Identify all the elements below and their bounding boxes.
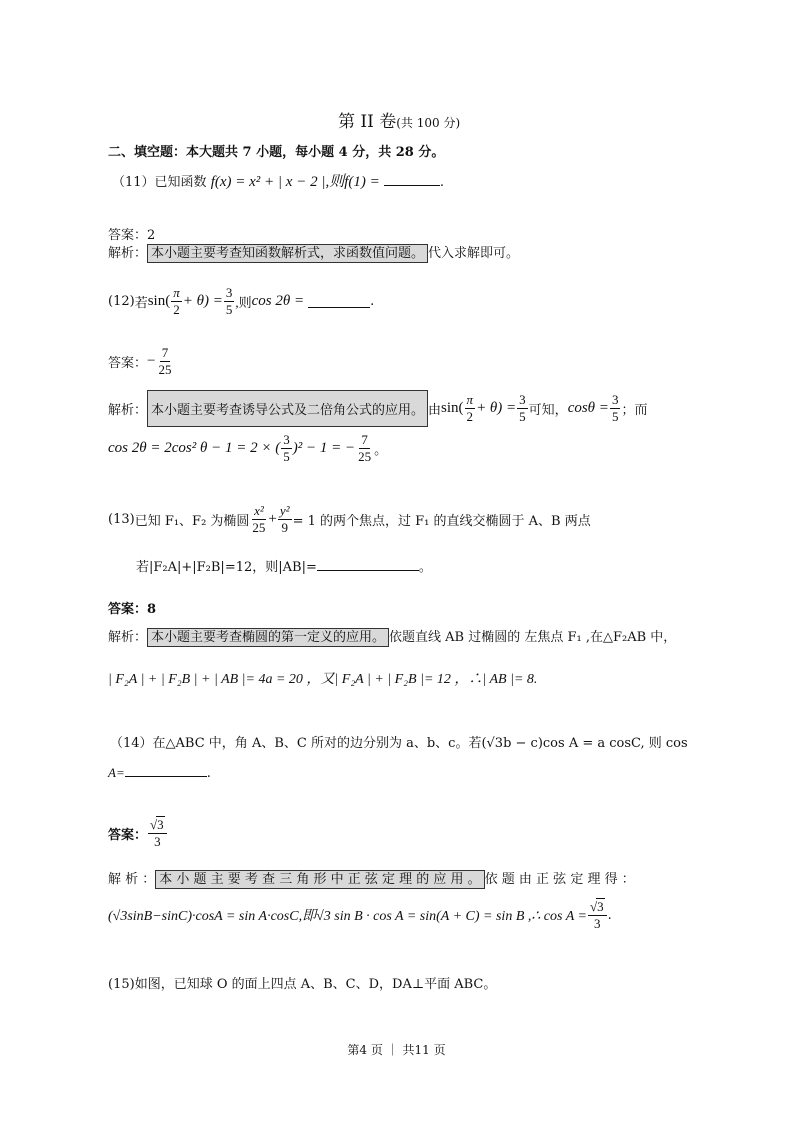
- fraction: $\frac{3}{5}$: [225, 285, 233, 317]
- math-expression: cos 2θ =: [251, 293, 305, 309]
- answer-14: [108, 816, 168, 850]
- analysis-text: 代入求解即可。: [428, 246, 520, 261]
- analysis-12: 解析： 本小题主要考查诱导公式及二倍角公式的应用。 由 sin( $\frac{\pi}{2}$ + θ) = $\frac{3}{5}$ 可知， cosθ = $\frac{3}{5}$ ；而: [108, 390, 647, 427]
- math-expression: f(x) = x² + | x − 2 |,则f(1) =: [210, 174, 380, 190]
- question-15: [108, 973, 496, 992]
- question-number: (12): [108, 294, 135, 309]
- question-number: (13): [108, 512, 135, 527]
- analysis-label: 解析：: [108, 403, 148, 418]
- section-title-sub: (共 100 分): [396, 116, 461, 130]
- analysis-highlight-box: 本小题主要考查诱导公式及二倍角公式的应用。: [147, 390, 428, 427]
- analysis-11: [108, 242, 519, 261]
- analysis-13-line3: | F₂A | + | F₂B | + | AB |= 4a = 20 ，又| F₂A | + | F₂B |= 12 ，∴| AB |= 8.: [108, 672, 538, 687]
- question-text: 若: [134, 296, 148, 311]
- question-number: （11）: [112, 175, 155, 190]
- answer-label: 答案：: [108, 228, 148, 243]
- question-14-line2: A= .: [108, 765, 211, 781]
- analysis-label: 解 析 ：: [108, 872, 156, 887]
- question-number: (15): [108, 977, 135, 992]
- question-14: [110, 732, 688, 751]
- answer-blank: [317, 558, 419, 571]
- analysis-text: 依 题 由 正 弦 定 理 得 ：: [484, 872, 635, 887]
- analysis-highlight-box: 本小题主要考查椭圆的第一定义的应用。: [147, 628, 389, 647]
- section-heading: 二、填空题：本大题共 7 小题，每小题 4 分，共 28 分。: [108, 145, 445, 160]
- answer-11: [108, 224, 155, 243]
- question-text: 如图，已知球 O 的面上四点 A、B、C、D，DA⊥平面 ABC。: [134, 977, 497, 992]
- question-13: (13) 已知 F₁、F₂ 为椭圆 $\frac{\text{x²}}{25}$ + $\frac{\text{y²}}{9}$ = 1 的两个焦点，过 F₁ 的直线交椭圆于 A、B 两点: [108, 503, 591, 535]
- answer-value: 8: [147, 602, 157, 617]
- section-title: [338, 107, 460, 132]
- answer-fraction: $\frac{√3}{3}$: [148, 816, 167, 850]
- section-title-main: 第 II 卷: [338, 112, 397, 132]
- question-13-line2: 若|F₂A|+|F₂B|=12，则|AB|= 。: [136, 560, 432, 575]
- answer-label: 答案：: [108, 827, 148, 843]
- answer-label: 答案：: [108, 356, 148, 371]
- question-11: （11）已知函数 f(x) = x² + | x − 2 |,则f(1) = .: [112, 174, 445, 190]
- answer-12: 答案： − $\frac{7}{25}$: [108, 345, 172, 377]
- analysis-highlight-box: 本小题主要考查知函数解析式，求函数值问题。: [147, 244, 428, 263]
- question-12: (12) 若 sin( $\frac{\pi}{2}$ + θ) = $\frac{3}{5}$ ,则 cos 2θ = .: [108, 285, 375, 317]
- question-text: 已知函数: [154, 175, 207, 190]
- page-footer: 第4 页 ｜ 共11 页: [347, 1043, 446, 1057]
- question-text: 在△ABC 中，角 A、B、C 所对的边分别为 a、b、c。若(√3b − c)cos A = a cosC, 则 cos: [152, 736, 688, 751]
- analysis-13: [108, 626, 676, 645]
- answer-blank: [308, 295, 370, 308]
- answer-blank: [125, 764, 207, 777]
- answer-13: [108, 598, 156, 617]
- analysis-12-line2: cos 2θ = 2cos² θ − 1 = 2 × ( $\frac{3}{5}$ )² − 1 = − $\frac{7}{25}$ 。: [108, 432, 388, 464]
- answer-blank: [384, 173, 440, 186]
- question-text: 已知 F₁、F₂ 为椭圆: [134, 514, 250, 529]
- answer-value: 2: [147, 228, 156, 243]
- fraction: $\frac{\pi}{2}$: [173, 285, 180, 317]
- answer-label: 答案：: [108, 602, 148, 617]
- answer-fraction: $\frac{7}{25}$: [158, 345, 172, 377]
- analysis-14-line3: (√3sinB−sinC)·cosA = sin A·cosC,即√3 sin B · cos A = sin(A + C) = sin B ,∴ cos A = $\frac{√3}{3}$ .: [108, 899, 612, 931]
- analysis-text: 依题直线 AB 过椭圆的 左焦点 F₁ ,在△F₂AB 中，: [389, 630, 677, 645]
- analysis-highlight-box: 本 小 题 主 要 考 查 三 角 形 中 正 弦 定 理 的 应 用 。: [155, 870, 484, 889]
- analysis-label: 解析：: [108, 246, 148, 261]
- question-number: （14）: [110, 736, 153, 751]
- analysis-14: [108, 868, 635, 887]
- analysis-label: 解析：: [108, 630, 148, 645]
